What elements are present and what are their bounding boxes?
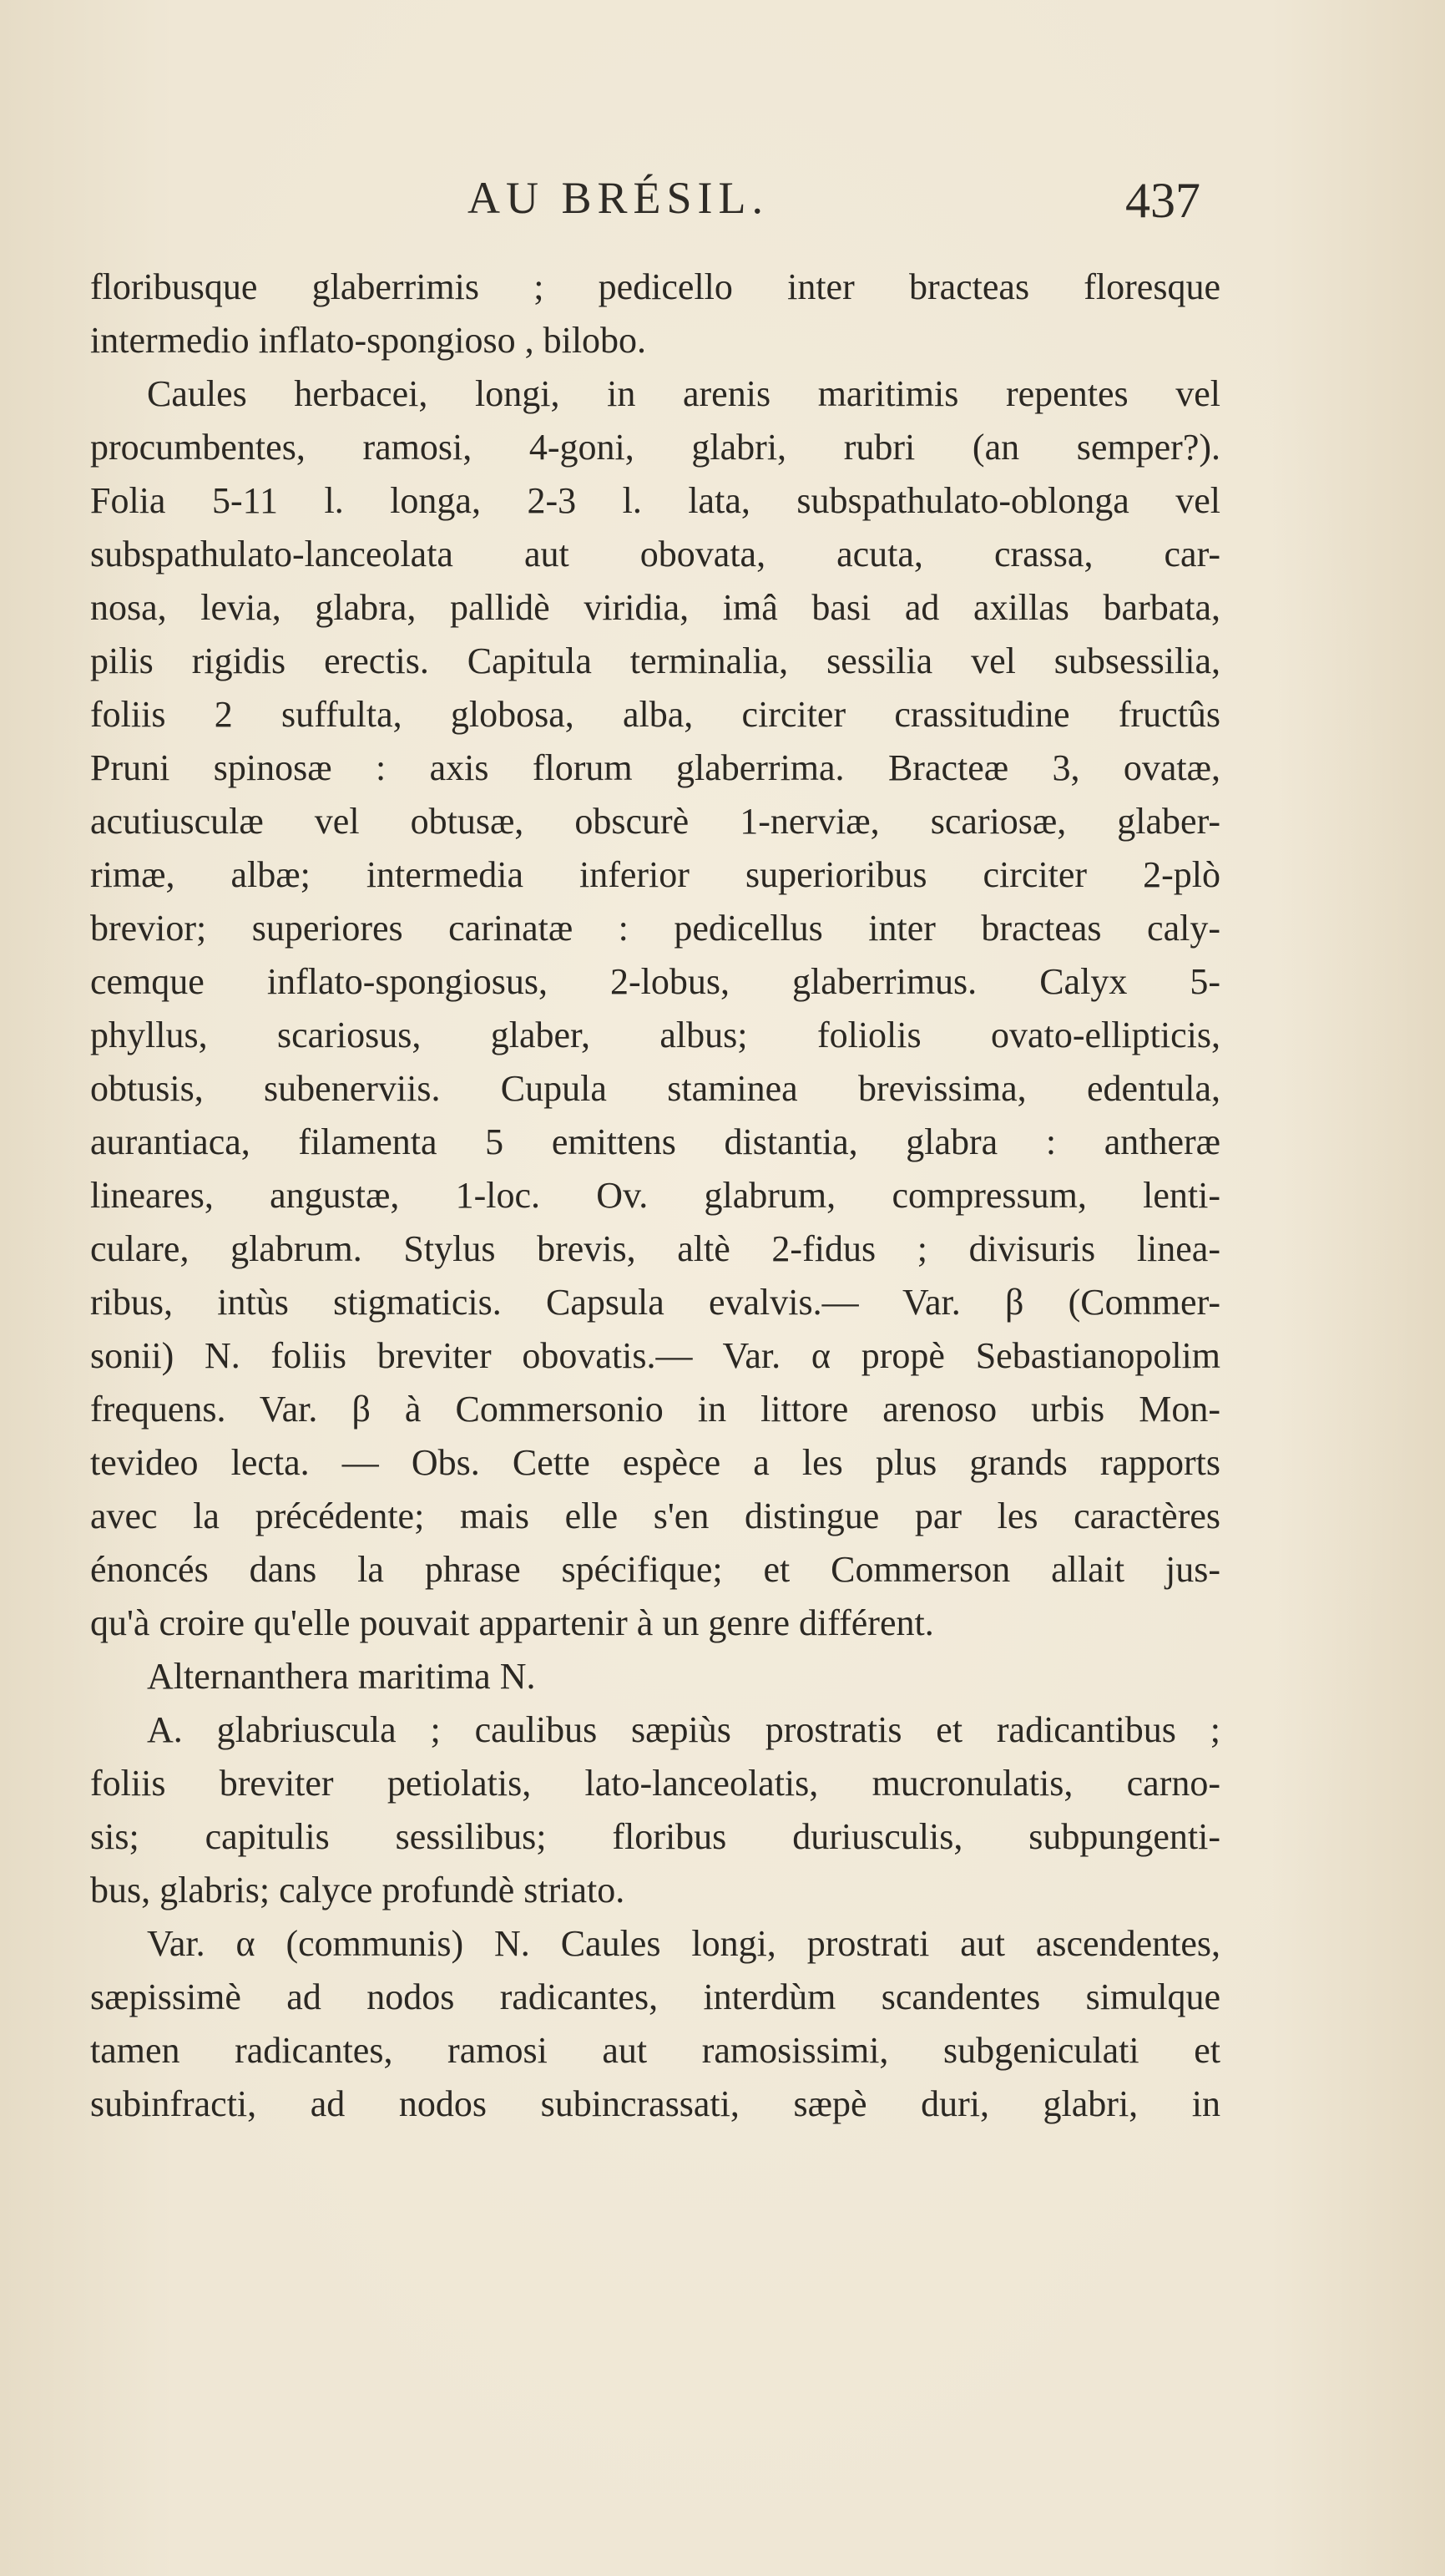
text-line: foliis breviter petiolatis, lato-lanceolatis, mucronulatis, carno- (90, 1763, 1220, 1804)
text-line: foliis 2 suffulta, globosa, alba, circiter crassitudine fructûs (90, 694, 1220, 735)
text-line: énoncés dans la phrase spécifique; et Commerson allait jus- (90, 1549, 1220, 1590)
text-line: procumbentes, ramosi, 4-goni, glabri, rubri (an semper?). (90, 427, 1220, 468)
text-line: Pruni spinosæ : axis florum glaberrima. Bracteæ 3, ovatæ, (90, 747, 1220, 788)
text-line: A. glabriuscula ; caulibus sæpiùs prostratis et radicantibus ; (147, 1709, 1220, 1750)
text-line: tamen radicantes, ramosi aut ramosissimi, subgeniculati et (90, 2030, 1220, 2071)
text-line: rimæ, albæ; intermedia inferior superioribus circiter 2-plò (90, 854, 1220, 895)
text-line: aurantiaca, filamenta 5 emittens distantia, glabra : antheræ (90, 1121, 1220, 1162)
text-line: floribusque glaberrimis ; pedicello inter bracteas floresque (90, 266, 1220, 307)
text-line: bus, glabris; calyce profundè striato. (90, 1870, 625, 1910)
text-line: phyllus, scariosus, glaber, albus; foliolis ovato-ellipticis, (90, 1015, 1220, 1055)
text-line: intermedio inflato-spongioso , bilobo. (90, 320, 647, 361)
text-line: culare, glabrum. Stylus brevis, altè 2-fidus ; divisuris linea- (90, 1228, 1220, 1269)
species-heading: Alternanthera maritima N. (147, 1656, 536, 1697)
text-line: brevior; superiores carinatæ : pedicellus inter bracteas caly- (90, 908, 1220, 949)
text-line: Caules herbacei, longi, in arenis maritimis repentes vel (147, 373, 1220, 414)
text-line: pilis rigidis erectis. Capitula terminalia, sessilia vel subsessilia, (90, 640, 1220, 681)
text-line: qu'à croire qu'elle pouvait appartenir à un genre différent. (90, 1602, 934, 1643)
text-line: tevideo lecta. — Obs. Cette espèce a les plus grands rapports (90, 1442, 1220, 1483)
text-line: ribus, intùs stigmaticis. Capsula evalvis.— Var. β (Commer- (90, 1282, 1220, 1323)
text-line: subspathulato-lanceolata aut obovata, acuta, crassa, car- (90, 534, 1220, 574)
text-line: nosa, levia, glabra, pallidè viridia, imâ basi ad axillas barbata, (90, 587, 1220, 628)
text-line: lineares, angustæ, 1-loc. Ov. glabrum, compressum, lenti- (90, 1175, 1220, 1216)
text-line: frequens. Var. β à Commersonio in littore arenoso urbis Mon- (90, 1389, 1220, 1430)
text-line: Var. α (communis) N. Caules longi, prostrati aut ascendentes, (147, 1923, 1220, 1964)
text-line: sæpissimè ad nodos radicantes, interdùm scandentes simulque (90, 1976, 1220, 2017)
text-line: avec la précédente; mais elle s'en distingue par les caractères (90, 1495, 1220, 1536)
text-line: cemque inflato-spongiosus, 2-lobus, glaberrimus. Calyx 5- (90, 961, 1220, 1002)
text-line: subinfracti, ad nodos subincrassati, sæpè duri, glabri, in (90, 2083, 1220, 2124)
text-line: sonii) N. foliis breviter obovatis.— Var. α propè Sebastianopolim (90, 1335, 1220, 1376)
text-line: Folia 5-11 l. longa, 2-3 l. lata, subspathulato-oblonga vel (90, 480, 1220, 521)
text-line: acutiusculæ vel obtusæ, obscurè 1-nerviæ, scariosæ, glaber- (90, 801, 1220, 842)
text-line: obtusis, subenerviis. Cupula staminea brevissima, edentula, (90, 1068, 1220, 1109)
text-line: sis; capitulis sessilibus; floribus duriusculis, subpungenti- (90, 1816, 1220, 1857)
page-number: 437 (1125, 173, 1200, 228)
running-head: AU BRÉSIL. (467, 173, 770, 223)
